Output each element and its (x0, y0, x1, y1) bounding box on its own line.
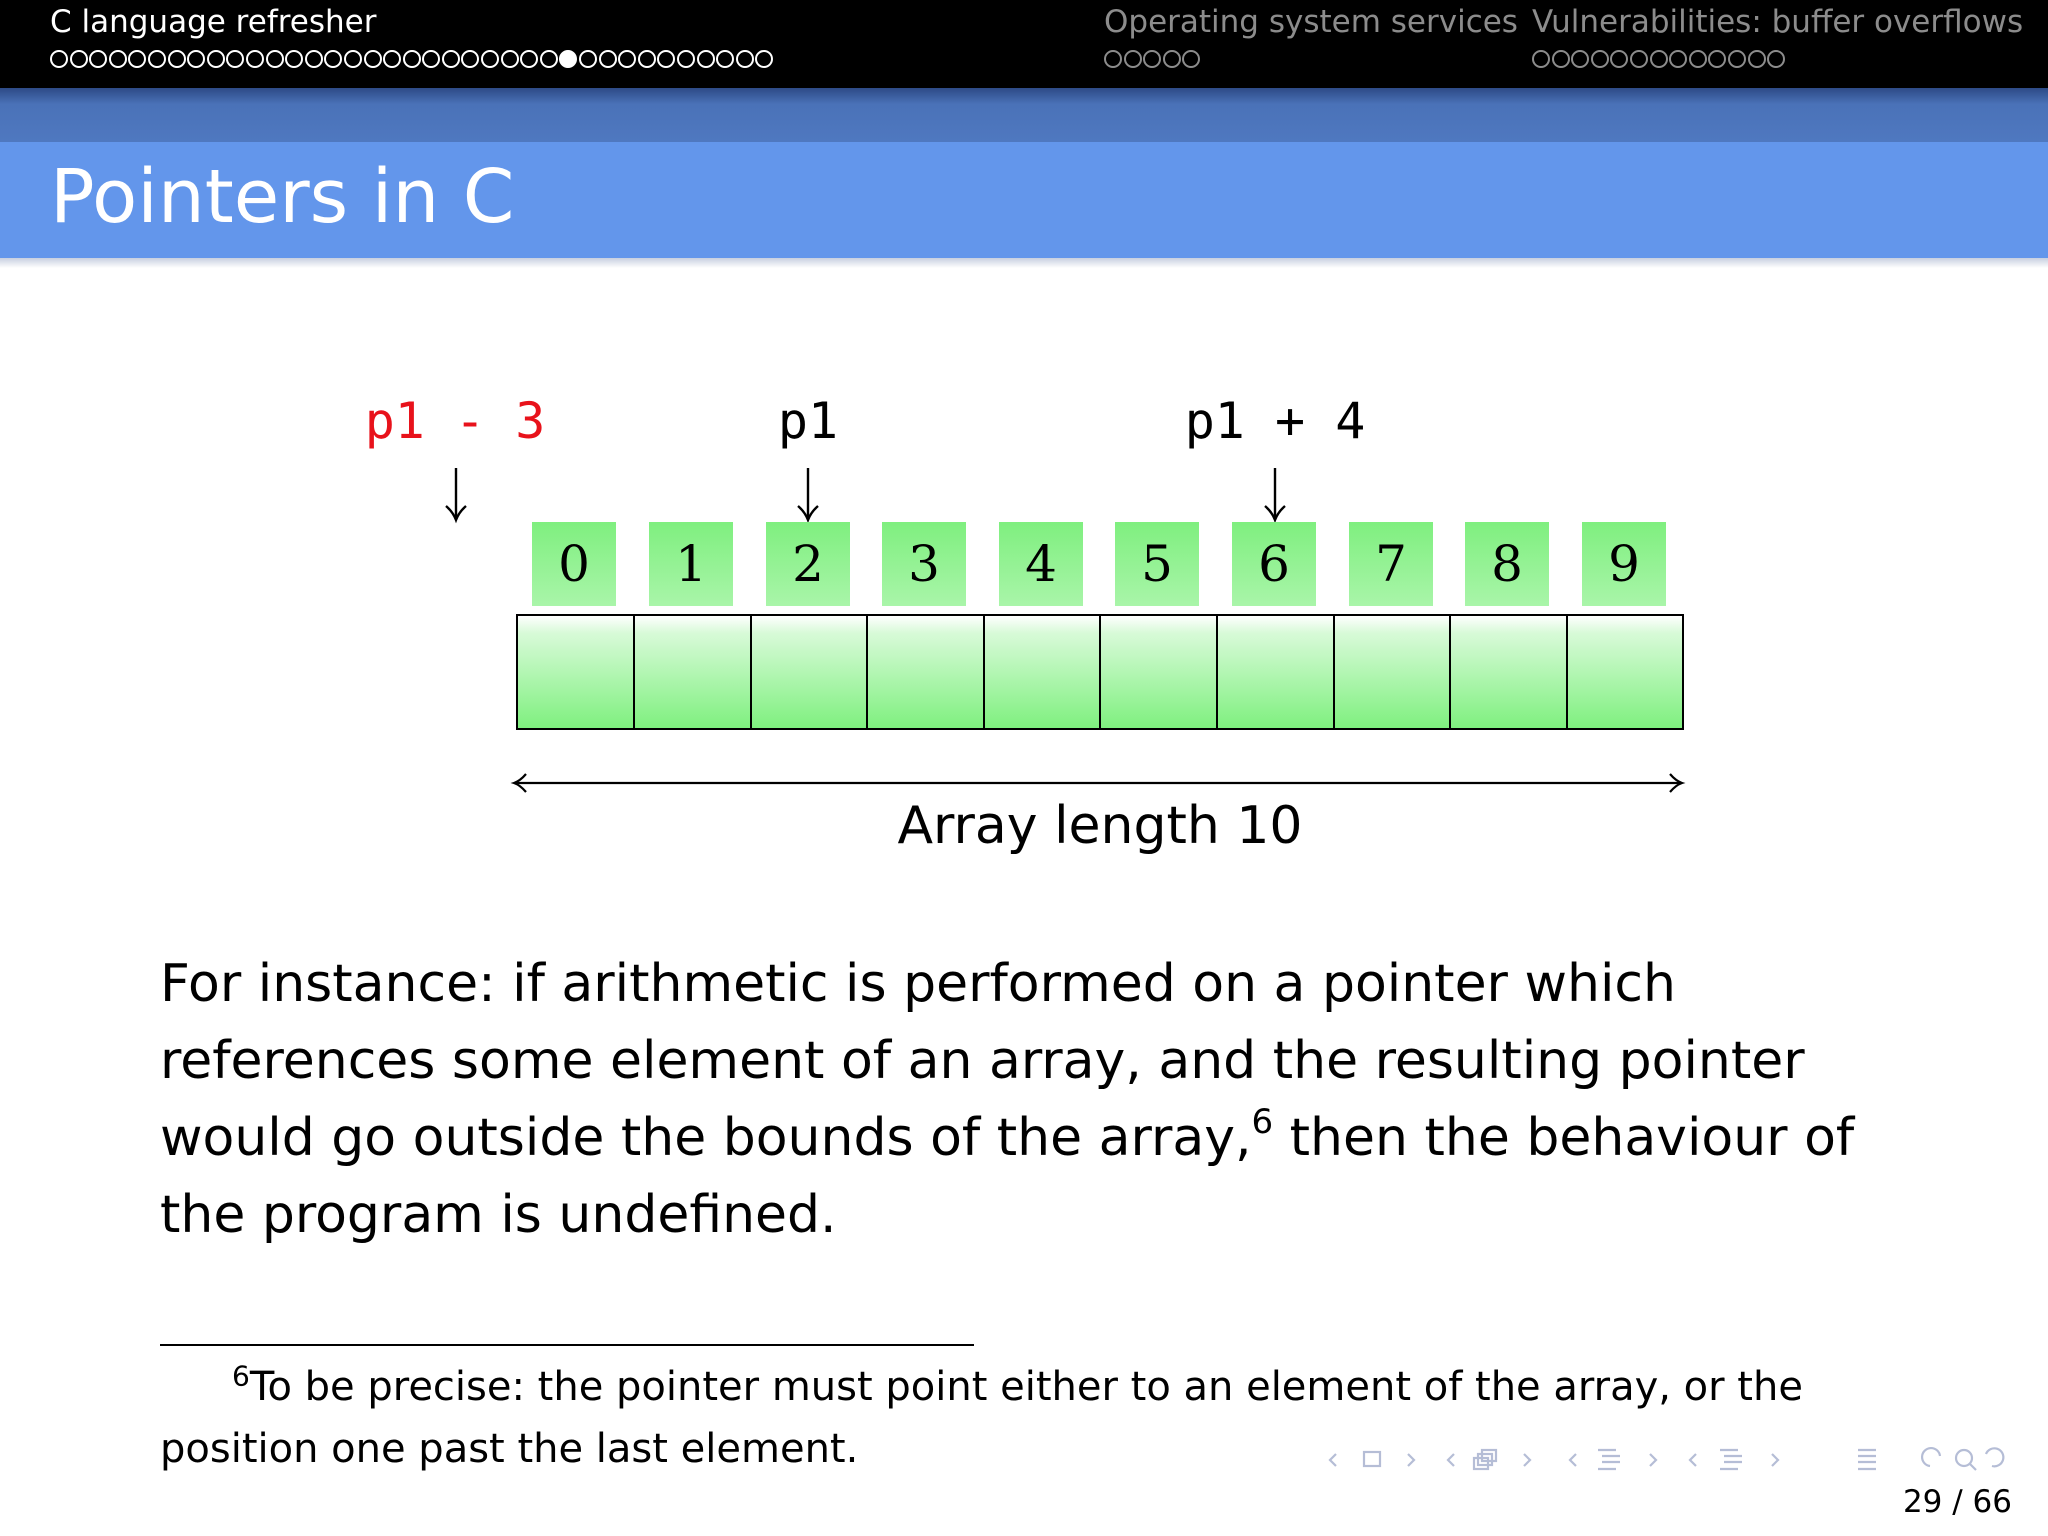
array-cell (866, 614, 985, 730)
nav-right-arrow-icon[interactable] (1524, 1454, 1530, 1466)
nav-dot[interactable] (1610, 50, 1628, 68)
nav-dot[interactable] (422, 50, 440, 68)
array-cell (1566, 614, 1684, 730)
array-cell (1449, 614, 1568, 730)
array-cell (1333, 614, 1451, 730)
nav-dot[interactable] (716, 50, 734, 68)
nav-dot[interactable] (1591, 50, 1609, 68)
nav-dot[interactable] (364, 50, 382, 68)
nav-dot[interactable] (50, 50, 68, 68)
nav-dot[interactable] (540, 50, 558, 68)
navigation-header (0, 0, 2048, 88)
forward-icon[interactable] (1986, 1448, 2003, 1466)
nav-dot[interactable] (1728, 50, 1746, 68)
nav-dot[interactable] (1767, 50, 1785, 68)
back-icon[interactable] (1922, 1448, 1940, 1466)
array-index-label: 2 (766, 522, 850, 606)
body-text-before: For instance: if arithmetic is performed on a pointer which references some element of an array, and the resulting pointer would go outside the bounds of the array, (160, 954, 1805, 1168)
nav-dot[interactable] (266, 50, 284, 68)
array-index-label: 1 (649, 522, 733, 606)
nav-dot[interactable] (677, 50, 695, 68)
nav-dot[interactable] (148, 50, 166, 68)
nav-dot[interactable] (70, 50, 88, 68)
nav-dot[interactable] (1708, 50, 1726, 68)
nav-section-dots (1104, 50, 1202, 72)
pointer-label-p1: p1 (777, 392, 839, 450)
nav-left-arrow-icon[interactable] (1690, 1454, 1696, 1466)
array-cell (516, 614, 635, 730)
nav-left-arrow-icon[interactable] (1330, 1454, 1336, 1466)
array-cell (1216, 614, 1335, 730)
nav-dot[interactable] (324, 50, 342, 68)
nav-dot[interactable] (481, 50, 499, 68)
nav-dot[interactable] (1143, 50, 1161, 68)
nav-dot[interactable] (285, 50, 303, 68)
nav-left-arrow-icon[interactable] (1448, 1454, 1454, 1466)
nav-dot[interactable] (442, 50, 460, 68)
footnote-reference[interactable]: 6 (1251, 1101, 1274, 1142)
beamer-navigation-symbols (1320, 1442, 2030, 1478)
pointer-arrow-icon (441, 466, 471, 524)
nav-dot[interactable] (1104, 50, 1122, 68)
nav-section-title[interactable]: C language refresher (50, 4, 377, 40)
nav-section-dots (1532, 50, 1787, 72)
nav-dot[interactable] (207, 50, 225, 68)
footnote-rule (160, 1344, 974, 1346)
frame-icon[interactable] (1364, 1452, 1380, 1466)
page-number: 29 / 66 (1902, 1484, 2012, 1520)
array-index-label: 5 (1115, 522, 1199, 606)
array-index-label: 7 (1349, 522, 1433, 606)
nav-dot[interactable] (755, 50, 773, 68)
section-icon[interactable] (1598, 1450, 1620, 1469)
header-shadow (0, 88, 2048, 142)
array-cell (633, 614, 752, 730)
nav-right-arrow-icon[interactable] (1408, 1454, 1414, 1466)
nav-dot[interactable] (1571, 50, 1589, 68)
title-shadow (0, 258, 2048, 268)
pointer-arrow-icon (793, 466, 823, 524)
nav-right-arrow-icon[interactable] (1650, 1454, 1656, 1466)
nav-section-title[interactable]: Operating system services (1104, 4, 1518, 40)
nav-dot[interactable] (305, 50, 323, 68)
nav-left-arrow-icon[interactable] (1570, 1454, 1576, 1466)
nav-dot[interactable] (1669, 50, 1687, 68)
nav-dot[interactable] (697, 50, 715, 68)
nav-right-arrow-icon[interactable] (1772, 1454, 1778, 1466)
nav-dot[interactable] (657, 50, 675, 68)
nav-dot[interactable] (1163, 50, 1181, 68)
nav-dot[interactable] (246, 50, 264, 68)
nav-dot[interactable] (638, 50, 656, 68)
nav-dot[interactable] (1124, 50, 1142, 68)
nav-dot[interactable] (1182, 50, 1200, 68)
page-title: Pointers in C (50, 154, 515, 240)
body-text-after: then the behaviour of the program is undefined. (160, 1108, 1855, 1245)
array-index-label: 6 (1232, 522, 1316, 606)
nav-dot[interactable] (226, 50, 244, 68)
nav-dot[interactable] (128, 50, 146, 68)
nav-dot[interactable] (599, 50, 617, 68)
frame-title-bar (0, 142, 2048, 258)
nav-dot[interactable] (187, 50, 205, 68)
nav-dot[interactable] (520, 50, 538, 68)
nav-dot[interactable] (736, 50, 754, 68)
nav-dot[interactable] (1532, 50, 1550, 68)
nav-dot[interactable] (501, 50, 519, 68)
nav-dot[interactable] (1748, 50, 1766, 68)
footnote-mark: 6 (232, 1359, 250, 1393)
array-index-label: 9 (1582, 522, 1666, 606)
nav-section-title[interactable]: Vulnerabilities: buffer overflows (1532, 4, 2024, 40)
nav-dot[interactable] (1650, 50, 1668, 68)
nav-dot[interactable] (618, 50, 636, 68)
array-index-label: 0 (532, 522, 616, 606)
nav-dot[interactable] (383, 50, 401, 68)
nav-dot-current[interactable] (559, 50, 577, 68)
array-cell (983, 614, 1101, 730)
array-index-label: 4 (999, 522, 1083, 606)
nav-dot[interactable] (168, 50, 186, 68)
appendix-icon[interactable] (1858, 1450, 1876, 1469)
body-paragraph (160, 946, 1920, 1254)
nav-dot[interactable] (89, 50, 107, 68)
subsection-icon[interactable] (1474, 1450, 1496, 1469)
pointer-label-plus-4: p1 + 4 (1184, 392, 1366, 450)
array-index-label: 3 (882, 522, 966, 606)
pointer-arrow-icon (1260, 466, 1290, 524)
nav-dot[interactable] (109, 50, 127, 68)
nav-dot[interactable] (344, 50, 362, 68)
array-index-label: 8 (1465, 522, 1549, 606)
nav-dot[interactable] (1689, 50, 1707, 68)
array-cell (1099, 614, 1218, 730)
nav-dot[interactable] (1630, 50, 1648, 68)
array-length-label: Array length 10 (897, 796, 1303, 856)
nav-dot[interactable] (579, 50, 597, 68)
nav-dot[interactable] (461, 50, 479, 68)
nav-dot[interactable] (1552, 50, 1570, 68)
nav-section-dots (50, 50, 775, 72)
footnote-text: To be precise: the pointer must point either to an element of the array, or the position one past the last element. (160, 1364, 1803, 1472)
search-icon[interactable] (1956, 1450, 1976, 1470)
nav-dot[interactable] (403, 50, 421, 68)
pointer-label-minus-3: p1 - 3 (364, 392, 546, 450)
section-icon[interactable] (1720, 1450, 1742, 1469)
array-cell (750, 614, 868, 730)
